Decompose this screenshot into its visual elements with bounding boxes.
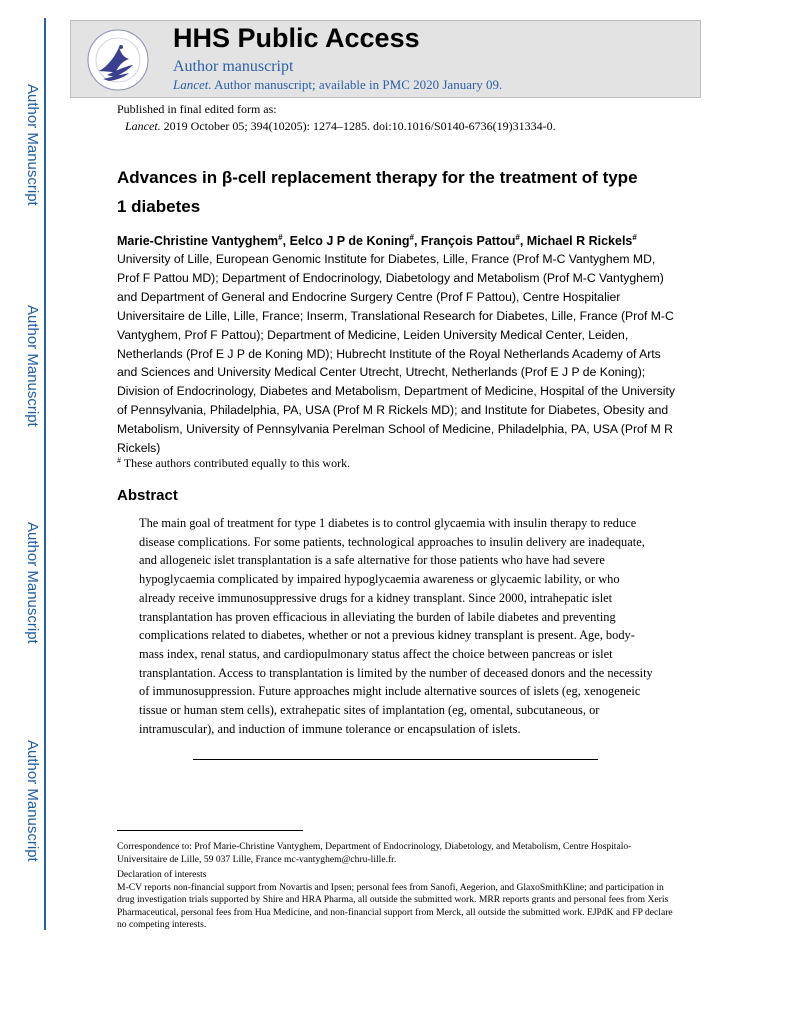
contribution-note — [117, 456, 350, 471]
availability-text: Author manuscript; available in PMC 2020 January 09. — [211, 77, 503, 92]
abstract-divider — [193, 759, 598, 760]
article-title-line-1: Advances in β-cell replacement therapy for the treatment of type — [117, 168, 638, 187]
author-name: Marie-Christine Vantyghem — [117, 234, 279, 248]
correspondence-note: Correspondence to: Prof Marie-Christine Vantyghem, Department of Endocrinology, Diabetology, and Metabolism, Centre Hospitalo-Universitaire de Lille, 59 037 Lille, France mc-vantyghem@chru-lille.fr. — [117, 841, 632, 865]
left-margin-rule — [44, 18, 46, 930]
article-title-line-2: 1 diabetes — [117, 197, 201, 216]
equal-contribution-mark: # — [515, 233, 520, 242]
side-label-author-manuscript: Author Manuscript — [24, 740, 41, 862]
contribution-text: These authors contributed equally to this work. — [121, 456, 351, 470]
footnotes — [117, 841, 677, 935]
citation — [117, 118, 556, 135]
contribution-mark: # — [117, 456, 121, 465]
abstract-body: The main goal of treatment for type 1 diabetes is to control glycaemia with insulin therapy to reduce disease complications. For some patients, technological approaches to insulin delivery are inadequate, and allogeneic islet transplantation is a safe alternative for those patients who have had severe hypoglycaemia complicated by impaired hypoglycaemia awareness or glycaemic lability, or who already receive immunosuppressive drugs for a kidney transplant. Since 2000, intrahepatic islet transplantation has proven efficacious in alleviating the burden of labile diabetes and preventing complications related to diabetes, whether or not a previous kidney transplant is present. Age, body-mass index, renal status, and cardiopulmonary status affect the choice between pancreas or islet transplantation. Access to transplantation is limited by the number of deceased donors and the necessity of immunosuppression. Future approaches might include alternative sources of islets (eg, xenogeneic tissue or human stem cells), extrahepatic sites of implantation (eg, omental, subcutaneous, or intramuscular), and induction of immune tolerance or encapsulation of islets. — [139, 516, 653, 736]
author-list: Marie-Christine Vantyghem#, Eelco J P de Koning#, François Pattou#, Michael R Rickels# — [117, 233, 637, 248]
equal-contribution-mark: # — [409, 233, 414, 242]
published-info — [117, 101, 556, 135]
equal-contribution-mark: # — [632, 233, 637, 242]
side-label-author-manuscript: Author Manuscript — [24, 522, 41, 644]
author-name: Eelco J P de Koning — [289, 234, 410, 248]
hhs-header — [70, 20, 701, 98]
footnote-divider — [117, 830, 303, 831]
published-label: Published in final edited form as: — [117, 102, 277, 116]
side-label-author-manuscript: Author Manuscript — [24, 305, 41, 427]
side-label-author-manuscript: Author Manuscript — [24, 84, 41, 206]
journal-name: Lancet. — [173, 77, 212, 92]
equal-contribution-mark: # — [278, 233, 283, 242]
author-name: Michael R Rickels — [526, 234, 633, 248]
availability-line — [173, 77, 502, 93]
author-name: François Pattou — [420, 234, 516, 248]
declaration-of-interests: M-CV reports non-financial support from Novartis and Ipsen; personal fees from Sanofi, Aegerion, and GlaxoSmithKline; and participation in drug investigation trials supported by Shire and HRA Pharma, all outside the submitted work. MRR reports grants and personal fees from Xeris Pharmaceutical, personal fees from Hua Medicine, and non-financial support from Merck, all outside the submitted work. EJPdK and FP declare no competing interests. — [117, 881, 673, 930]
abstract-heading: Abstract — [117, 487, 178, 504]
hhs-eagle-logo — [85, 27, 151, 93]
declaration-heading: Declaration of interests — [117, 869, 207, 880]
author-manuscript-subtitle: Author manuscript — [173, 58, 294, 75]
article-title — [117, 163, 687, 221]
affiliations: University of Lille, European Genomic Institute for Diabetes, Lille, France (Prof M-C Vantyghem MD, Prof F Pattou MD); Department of Endocrinology, Diabetology and Metabolism (Prof M-C Vantyghem) and Department of General and Endocrine Surgery Centre (Prof F Pattou), Centre Hospitalier Universitaire de Lille, Lille, France; Inserm, Translational Research for Diabetes, Lille, France (Prof M-C Vantyghem, Prof F Pattou); Department of Medicine, Leiden University Medical Center, Leiden, Netherlands (Prof E J P de Koning MD); Hubrecht Institute of the Royal Netherlands Academy of Arts and Sciences and University Medical Center Utrecht, Utrecht, Netherlands (Prof E J P de Koning); Division of Endocrinology, Diabetes and Metabolism, Department of Medicine, Hospital of the University of Pennsylvania, Philadelphia, PA, USA (Prof M R Rickels MD); and Institute for Diabetes, Obesity and Metabolism, University of Pennsylvania Perelman School of Medicine, Philadelphia, PA, USA (Prof M R Rickels) — [117, 252, 675, 456]
hhs-public-access-title: HHS Public Access — [173, 23, 420, 53]
citation-details: 2019 October 05; 394(10205): 1274–1285. doi:10.1016/S0140-6736(19)31334-0. — [160, 119, 556, 133]
citation-journal: Lancet. — [125, 119, 161, 133]
